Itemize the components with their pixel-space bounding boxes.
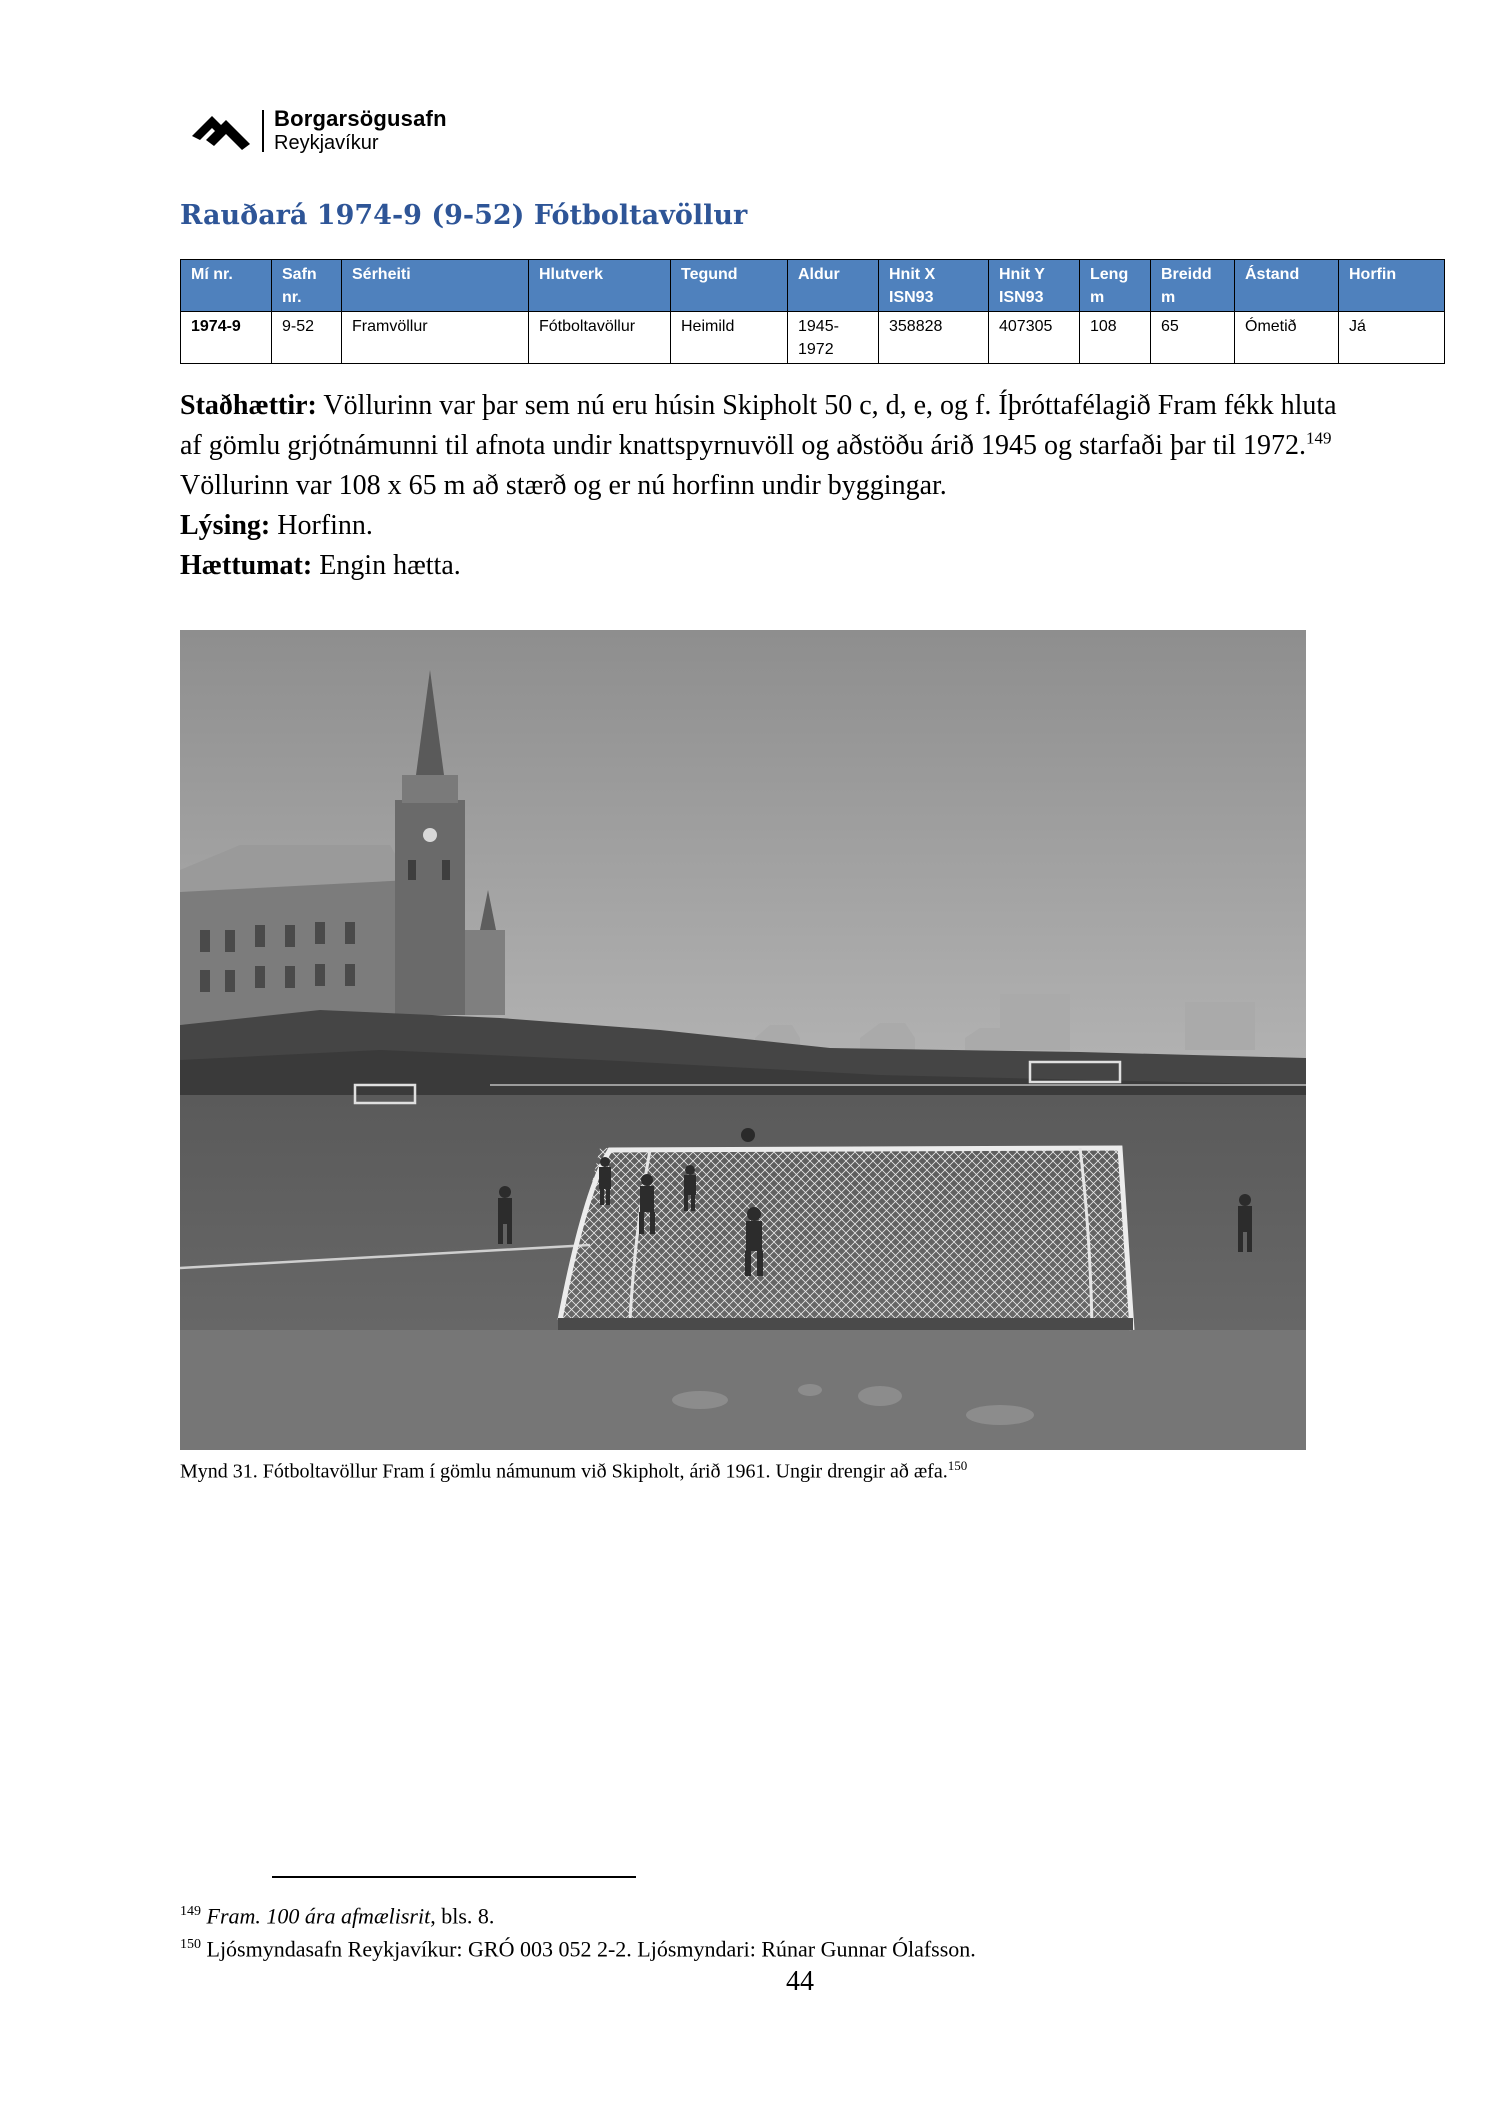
cell-line: nr. <box>282 289 302 306</box>
haettumat-label: Hættumat: <box>180 550 313 581</box>
museum-logo <box>192 104 492 160</box>
table-cell <box>671 312 788 364</box>
footnote-number: 149 <box>180 1904 201 1919</box>
photo-caption <box>180 1458 967 1484</box>
footnote-text: , bls. 8. <box>430 1903 495 1929</box>
column-header <box>1151 260 1235 312</box>
cell-line: 1972 <box>798 341 834 358</box>
column-header <box>272 260 342 312</box>
column-header <box>1339 260 1445 312</box>
lysing-text: Horfinn. <box>270 510 373 541</box>
table-cell <box>788 312 879 364</box>
cell-line: 65 <box>1161 318 1179 335</box>
table-row <box>181 312 1445 364</box>
column-header <box>788 260 879 312</box>
footnote-number: 150 <box>180 1937 201 1953</box>
cell-line: Framvöllur <box>352 318 428 335</box>
cell-line: Sérheiti <box>352 266 411 283</box>
footnote-ref-149[interactable]: 149 <box>1306 428 1332 448</box>
footnote-title: Fram. 100 ára afmælisrit <box>206 1903 431 1929</box>
table-cell <box>1151 312 1235 364</box>
page-number: 44 <box>786 1966 814 1997</box>
table-cell <box>342 312 529 364</box>
stadhaettir-text-2: Völlurinn var 108 x 65 m að stærð og er nú horfinn undir byggingar. <box>180 470 947 501</box>
logo-name: Borgarsögusafn <box>274 106 447 131</box>
footnote-149 <box>180 1897 976 1930</box>
cell-line: Tegund <box>681 266 738 283</box>
column-header <box>342 260 529 312</box>
cell-line: Hnit X <box>889 266 936 283</box>
column-header <box>989 260 1080 312</box>
table-cell <box>1080 312 1151 364</box>
column-header <box>879 260 989 312</box>
cell-line: Fótboltavöllur <box>539 318 636 335</box>
logo-divider <box>262 110 264 152</box>
cell-line: Hnit Y <box>999 266 1045 283</box>
column-header <box>671 260 788 312</box>
cell-line: Horfin <box>1349 266 1397 283</box>
cell-line: Leng <box>1090 266 1129 283</box>
column-header <box>529 260 671 312</box>
haettumat-text: Engin hætta. <box>312 550 461 581</box>
cell-line: Ómetið <box>1245 318 1297 335</box>
footnote-divider <box>272 1876 636 1878</box>
table-cell <box>1235 312 1339 364</box>
cell-line: Safn <box>282 266 317 283</box>
stadhaettir-label: Staðhættir: <box>180 390 317 421</box>
cell-line: 1974-9 <box>191 318 241 335</box>
lysing-paragraph <box>180 506 1340 546</box>
footnote-150 <box>180 1930 976 1963</box>
stadhaettir-paragraph <box>180 386 1340 506</box>
column-header <box>181 260 272 312</box>
chevron-mark-icon <box>192 110 252 152</box>
footnote-text: Ljósmyndasafn Reykjavíkur: GRÓ 003 052 2-2. Ljósmyndari: Rúnar Gunnar Ólafsson. <box>201 1936 976 1962</box>
cell-line: Hlutverk <box>539 266 604 283</box>
cell-line: 9-52 <box>282 318 315 335</box>
lysing-label: Lýsing: <box>180 510 271 541</box>
column-header <box>1080 260 1151 312</box>
table-header-row <box>181 260 1445 312</box>
table-cell <box>1339 312 1445 364</box>
logo-city: Reykjavíkur <box>274 132 379 154</box>
site-description <box>180 386 1340 586</box>
cell-line: Heimild <box>681 318 735 335</box>
cell-line: Breidd <box>1161 266 1212 283</box>
cell-line: m <box>1090 289 1105 306</box>
cell-line: Ástand <box>1245 266 1300 283</box>
section-heading: Rauðará 1974-9 (9-52) Fótboltavöllur <box>180 200 748 231</box>
site-registry-table <box>180 259 1445 364</box>
cell-line: 108 <box>1090 318 1117 335</box>
haettumat-paragraph <box>180 546 1340 586</box>
footnote-ref-150[interactable]: 150 <box>947 1458 968 1473</box>
cell-line: 1945- <box>798 318 839 335</box>
footnotes <box>180 1897 976 1964</box>
cell-line: m <box>1161 289 1176 306</box>
table-cell <box>529 312 671 364</box>
cell-line: 358828 <box>889 318 943 335</box>
table-cell <box>989 312 1080 364</box>
table-cell <box>272 312 342 364</box>
football-field-photo <box>180 630 1306 1450</box>
cell-line: Mí nr. <box>191 266 233 283</box>
cell-line: 407305 <box>999 318 1053 335</box>
cell-line: ISN93 <box>999 289 1044 306</box>
cell-line: ISN93 <box>889 289 934 306</box>
caption-text: Mynd 31. Fótboltavöllur Fram í gömlu námunum við Skipholt, árið 1961. Ungir drengir að æfa. <box>180 1460 948 1483</box>
table-cell <box>181 312 272 364</box>
table-cell <box>879 312 989 364</box>
cell-line: Já <box>1349 318 1366 335</box>
column-header <box>1235 260 1339 312</box>
cell-line: Aldur <box>798 266 840 283</box>
stadhaettir-text-1: Völlurinn var þar sem nú eru húsin Skipholt 50 c, d, e, og f. Íþróttafélagið Fram fékk hluta af gömlu grjótnámunni til afnota undir knattspyrnuvöll og aðstöðu árið 1945 og starfaði þar til 1972. <box>180 390 1337 461</box>
